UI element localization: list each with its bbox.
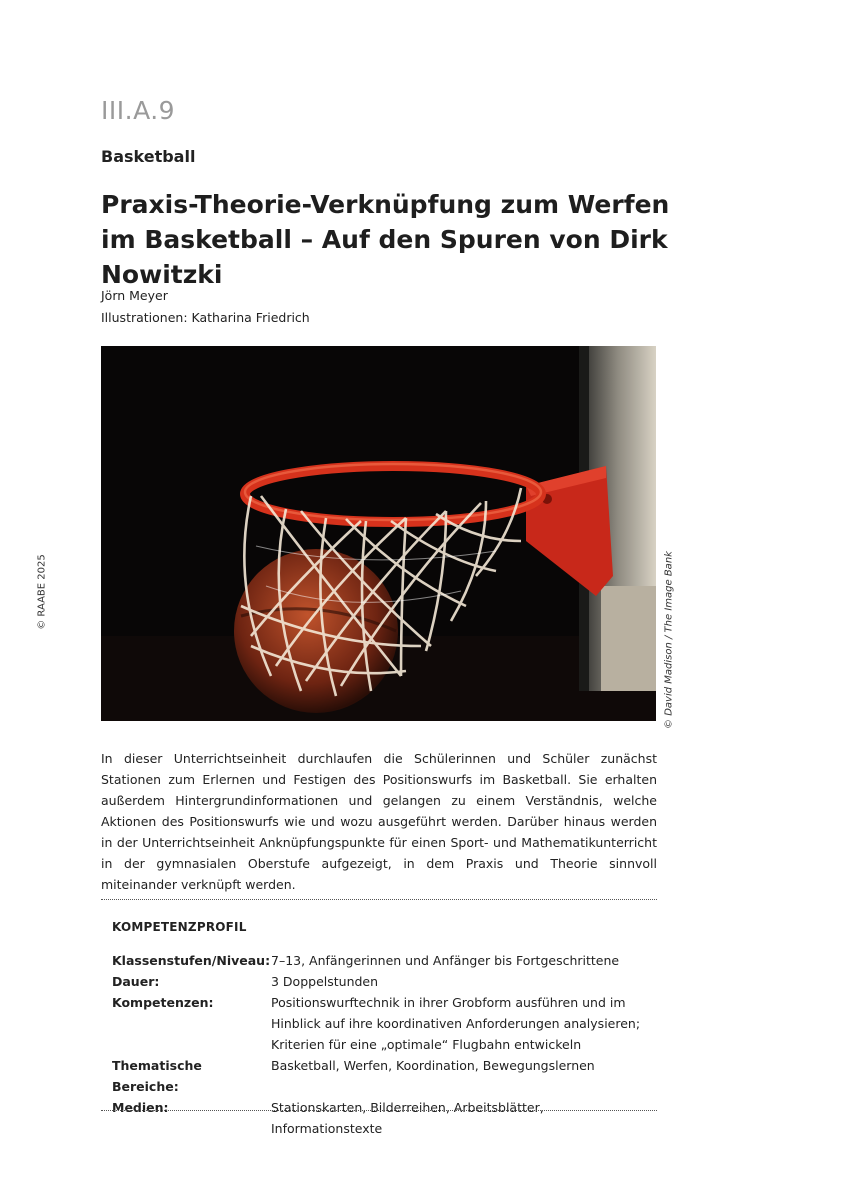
profile-value: Positionswurftechnik in ihrer Grobform ausführen und im Hinblick auf ihre koordinativen Anforderungen analysieren; Kriterien für eine „optimale“ Flugbahn entwickeln xyxy=(271,995,641,1052)
basketball-hoop-photo xyxy=(101,346,656,721)
profile-label: Kompetenzen: xyxy=(112,995,214,1010)
intro-paragraph: In dieser Unterrichtseinheit durchlaufen die Schülerinnen und Schüler zunächst Stationen zum Erlernen und Festigen des Positionswurfs im Basketball. Sie erhalten außerdem Hintergrundinformationen und gelangen zu einem Verständnis, welche Aktionen des Positionswurfs wie und wozu ausgeführt werden. Darüber hinaus werden in der Unterrichtseinheit Anknüpfungspunkte für einen Sport- und Mathematikunterricht in der gymnasialen Oberstufe aufgezeigt, in dem Praxis und Theorie sinnvoll miteinander verknüpft werden. xyxy=(101,751,657,892)
divider-top xyxy=(101,899,657,900)
divider-bottom xyxy=(101,1110,657,1111)
page-title: Praxis-Theorie-Verknüpfung zum Werfen im Basketball – Auf den Spuren von Dirk Nowitzki xyxy=(101,190,670,289)
profile-label: Dauer: xyxy=(112,974,160,989)
copyright-notice: © RAABE 2025 xyxy=(36,554,48,630)
profile-row-duration xyxy=(112,971,657,992)
profile-value: 3 Doppelstunden xyxy=(271,974,379,989)
profile-label: Klassenstufen/Niveau: xyxy=(112,953,271,968)
basketball-net-illustration xyxy=(101,346,656,721)
profile-row-media xyxy=(112,1097,657,1139)
profile-heading: KOMPETENZPROFIL xyxy=(112,920,247,934)
section-code: III.A.9 xyxy=(101,96,176,125)
profile-label: Medien: xyxy=(112,1100,169,1115)
profile-row-competences xyxy=(112,992,657,1055)
author: Jörn Meyer xyxy=(101,288,168,303)
profile-row-level xyxy=(112,950,657,971)
profile-value: 7–13, Anfängerinnen und Anfänger bis Fortgeschrittene xyxy=(271,953,620,968)
section-label: Basketball xyxy=(101,147,196,166)
profile-value: Basketball, Werfen, Koordination, Bewegungslernen xyxy=(271,1058,595,1073)
photo-credit: © David Madison / The Image Bank xyxy=(663,551,675,729)
profile-row-topics xyxy=(112,1055,657,1097)
illustrator: Illustrationen: Katharina Friedrich xyxy=(101,310,310,325)
profile-label: Thematische Bereiche: xyxy=(112,1058,202,1094)
profile-value: Stationskarten, Bilderreihen, Arbeitsblätter, Informationstexte xyxy=(271,1100,544,1136)
